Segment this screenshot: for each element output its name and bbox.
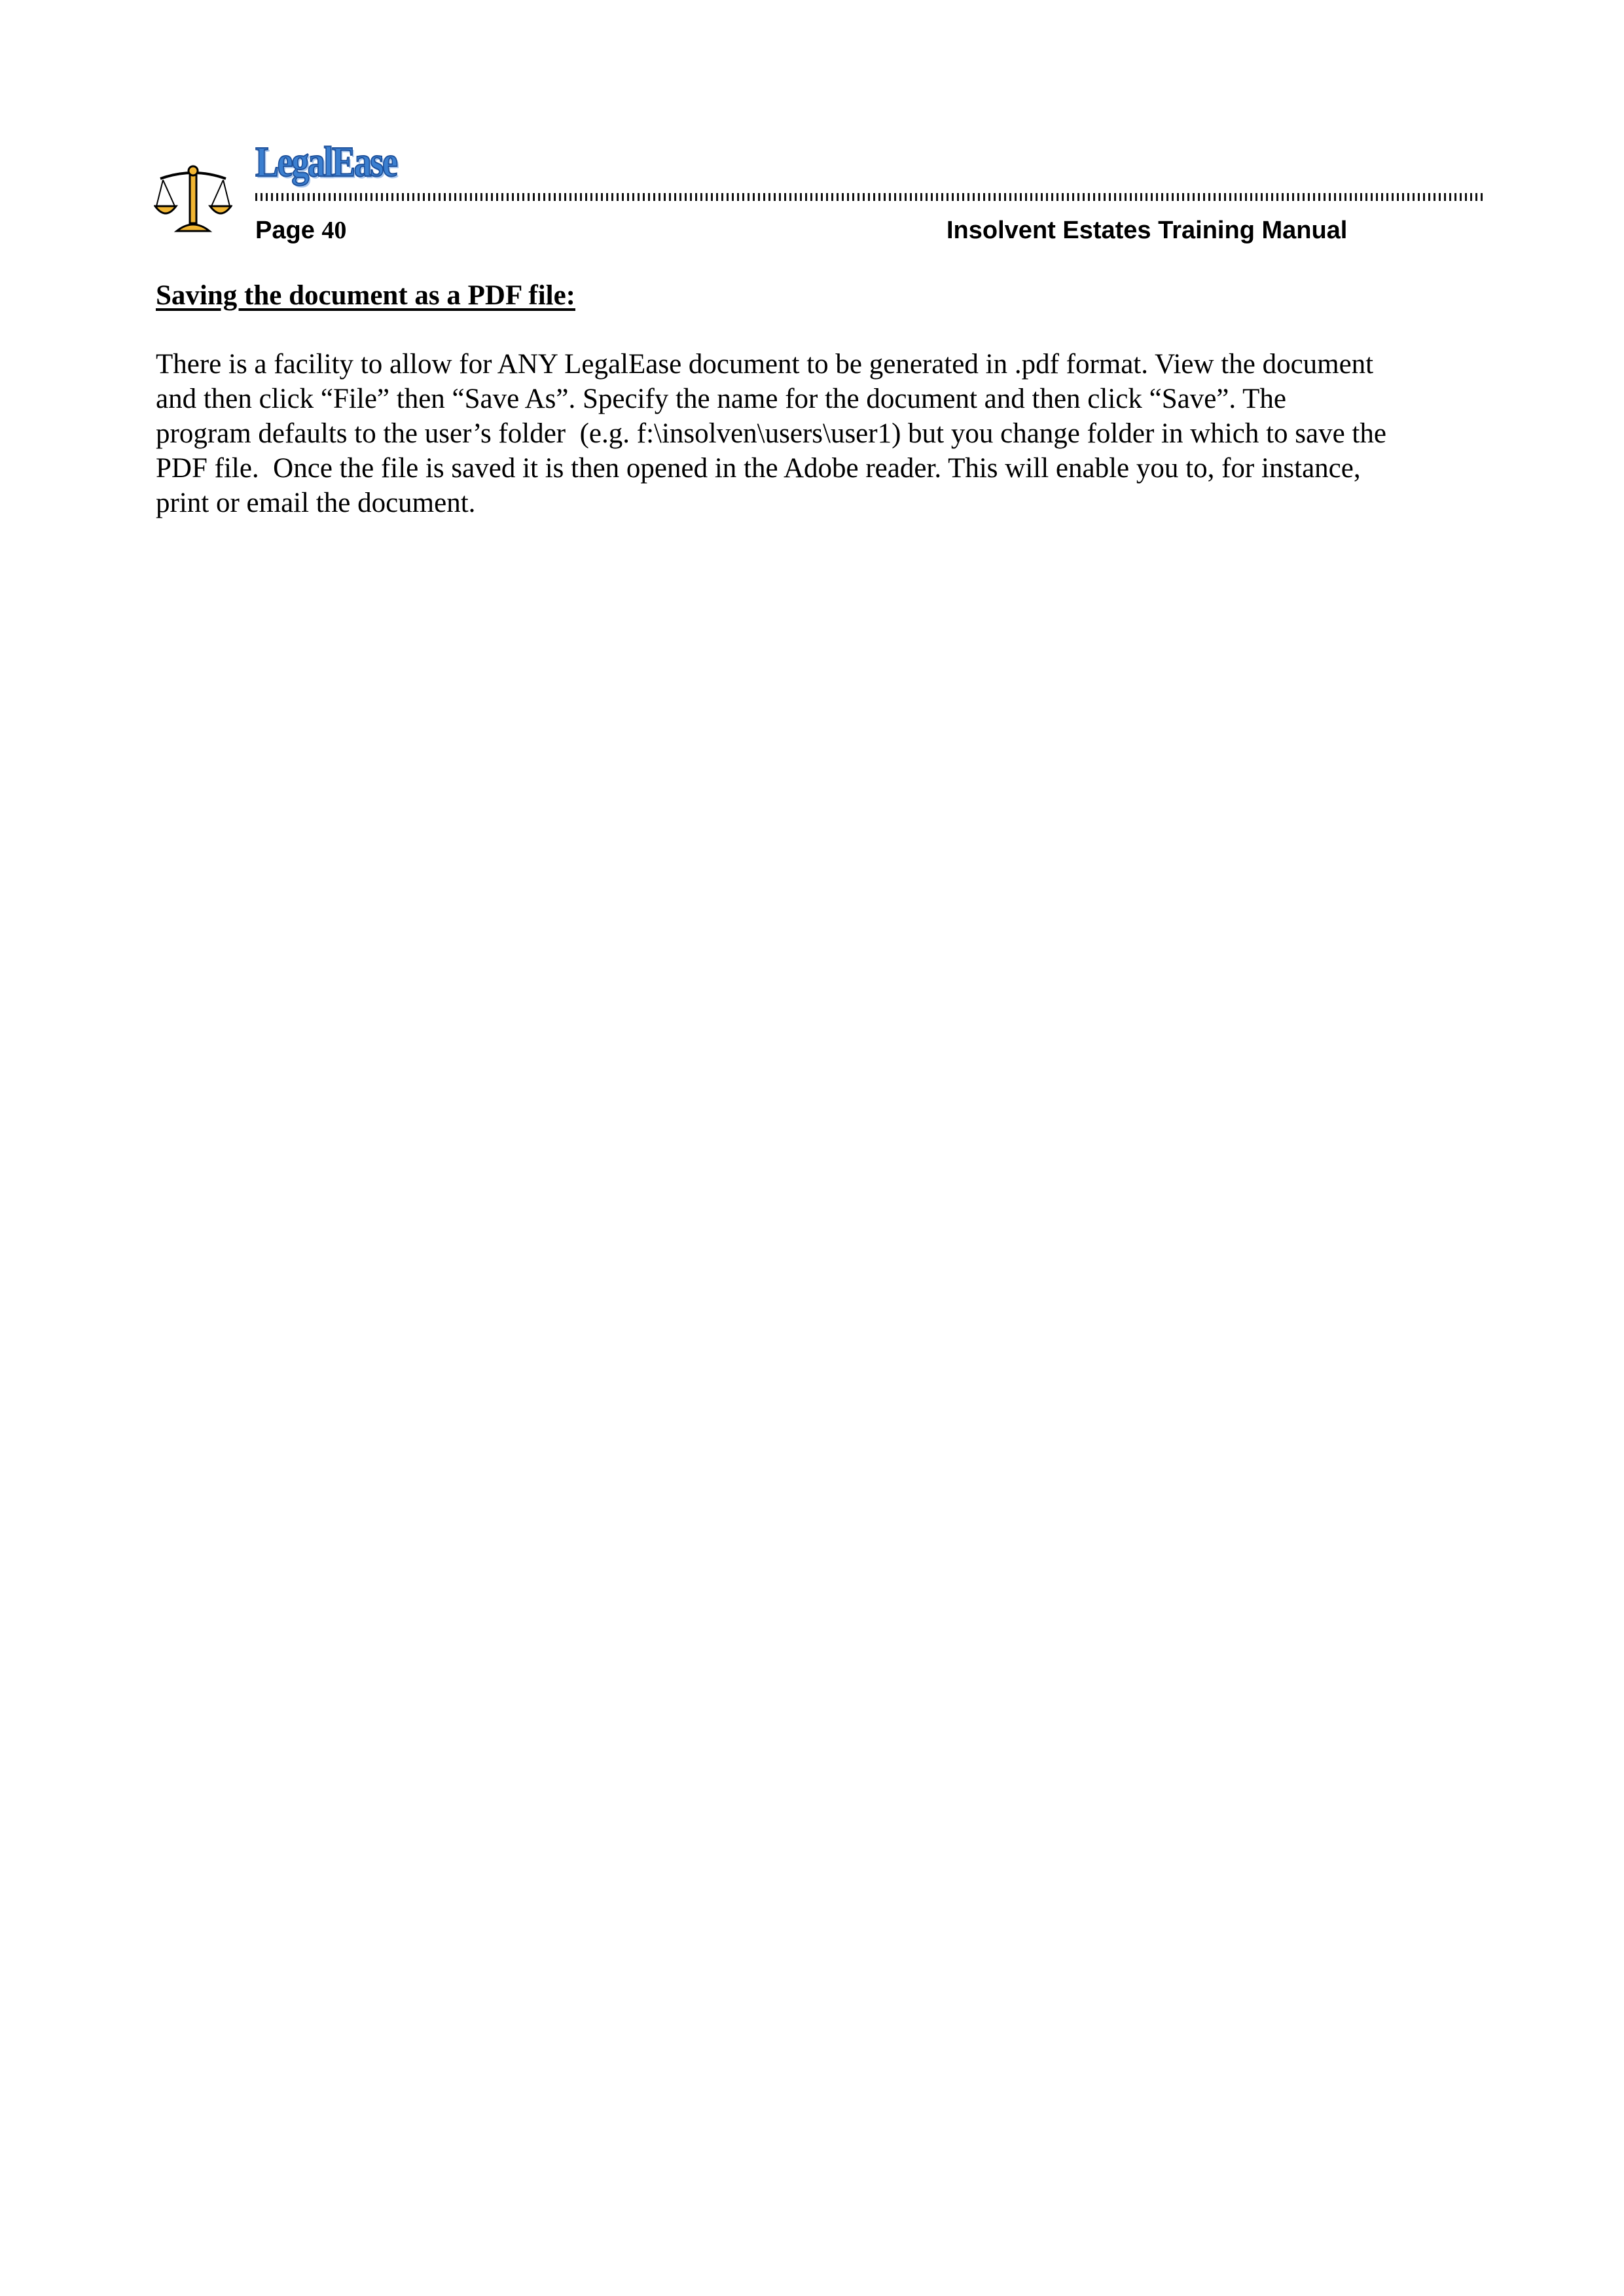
brand-logo-text: LegalEase <box>255 138 397 186</box>
page-header <box>151 138 1486 259</box>
header-dotted-rule <box>255 193 1486 201</box>
paragraph-line: PDF file. Once the file is saved it is then opened in the Adobe reader. This will enable you to, for instance, <box>156 453 1361 484</box>
paragraph-line: program defaults to the user’s folder (e.g. f:\insolven\users\user1) but you change folder in which to save the <box>156 418 1386 449</box>
page-number-label <box>255 218 346 243</box>
manual-title: Insolvent Estates Training Manual <box>947 217 1348 244</box>
paragraph-line: print or email the document. <box>156 488 476 518</box>
body-paragraph <box>156 347 1498 520</box>
page-number: 40 <box>321 217 347 244</box>
section-heading: Saving the document as a PDF file: <box>156 280 575 311</box>
page-label-word: Page <box>255 217 315 244</box>
paragraph-line: and then click “File” then “Save As”. Specify the name for the document and then click “Save”. The <box>156 384 1286 414</box>
scales-of-justice-icon <box>154 160 232 236</box>
paragraph-line: There is a facility to allow for ANY LegalEase document to be generated in .pdf format. View the document <box>156 349 1374 380</box>
